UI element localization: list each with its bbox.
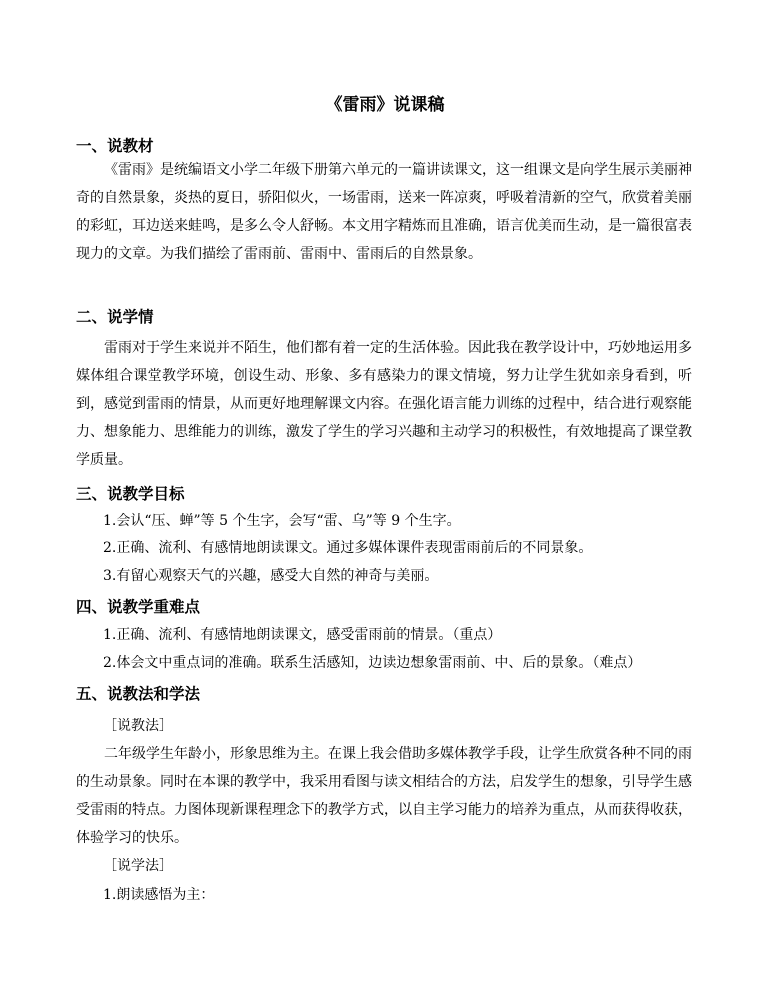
section-heading-5: 五、说教法和学法 xyxy=(76,685,201,703)
objective-item-2: 2.正确、流利、有感情地朗读课文。通过多媒体课件表现雷雨前后的不同景象。 xyxy=(103,540,593,556)
learning-method-label: ［说学法］ xyxy=(103,858,173,874)
section-1-paragraph: 《雷雨》是统编语文小学二年级下册第六单元的一篇讲读课文，这一组课文是向学生展示美丽神奇的自然景象，炎热的夏日，骄阳似火，一场雷雨，送来一阵凉爽，呼吸着清新的空气，欣赏着美丽的彩虹，耳边送来蛙鸣，是多么令人舒畅。本文用字精炼而且准确，语言优美而生动，是一篇很富表现力的文章。为我们描绘了雷雨前、雷雨中、雷雨后的自然景象。 xyxy=(76,162,692,262)
section-2-paragraph: 雷雨对于学生来说并不陌生，他们都有着一定的生活体验。因此我在教学设计中，巧妙地运用多媒体组合课堂教学环境，创设生动、形象、多有感染力的课文情境，努力让学生犹如亲身看到，听到，感觉到雷雨的情景，从而更好地理解课文内容。在强化语言能力训练的过程中，结合进行观察能力、想象能力、思维能力的训练，激发了学生的学习兴趣和主动学习的积极性，有效地提高了课堂教学质量。 xyxy=(76,340,692,468)
keypoint-item-1: 1.正确、流利、有感情地朗读课文，感受雷雨前的情景。（重点） xyxy=(103,627,502,643)
teaching-method-label: ［说教法］ xyxy=(103,718,173,734)
section-heading-1: 一、说教材 xyxy=(76,137,154,155)
section-heading-2: 二、说学情 xyxy=(76,308,154,326)
section-heading-3: 三、说教学目标 xyxy=(76,485,185,503)
document-title: 《雷雨》说课稿 xyxy=(325,95,445,115)
learning-method-item-1: 1.朗读感悟为主： xyxy=(103,887,215,903)
keypoint-item-2: 2.体会文中重点词的准确。联系生活感知，边读边想象雷雨前、中、后的景象。（难点） xyxy=(103,655,642,671)
objective-item-3: 3.有留心观察天气的兴趣，感受大自然的神奇与美丽。 xyxy=(103,568,439,584)
section-heading-4: 四、说教学重难点 xyxy=(76,598,201,616)
objective-item-1: 1.会认“压、蝉”等 5 个生字，会写“雷、乌”等 9 个生字。 xyxy=(103,513,461,529)
section-5-paragraph: 二年级学生年龄小，形象思维为主。在课上我会借助多媒体教学手段，让学生欣赏各种不同的雨的生动景象。同时在本课的教学中，我采用看图与读文相结合的方法，启发学生的想象，引导学生感受雷雨的特点。力图体现新课程理念下的教学方式，以自主学习能力的培养为重点，从而获得收获，体验学习的快乐。 xyxy=(76,746,692,846)
